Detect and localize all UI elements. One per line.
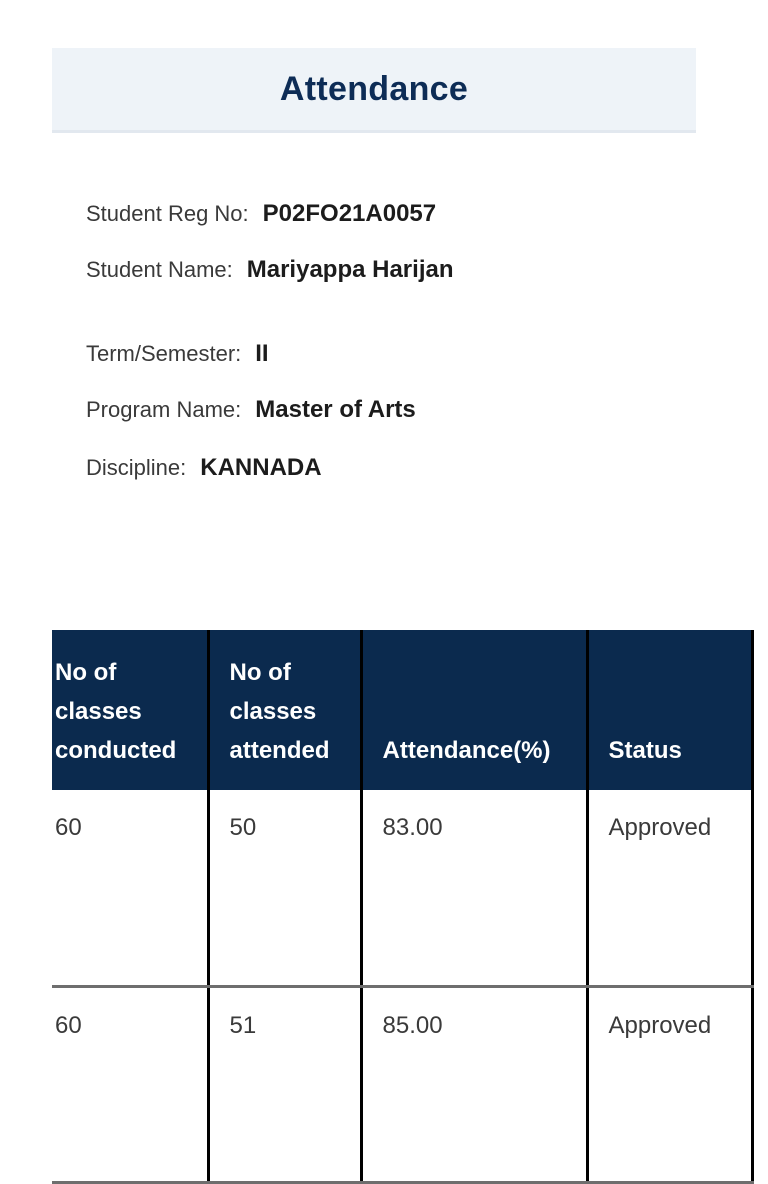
cell-percent: 83.00 <box>361 790 587 986</box>
program-label: Program Name: <box>86 397 242 422</box>
page-header <box>52 48 696 133</box>
table-header-row <box>52 630 752 790</box>
header-status: Status <box>587 630 752 790</box>
discipline-row <box>86 454 322 482</box>
attendance-table <box>52 630 754 1184</box>
header-classes-attended: No of classes attended <box>208 630 361 790</box>
table-row <box>52 790 752 986</box>
cell-attended: 50 <box>208 790 361 986</box>
attendance-table-container[interactable] <box>52 630 712 1039</box>
cell-conducted: 60 <box>52 790 208 986</box>
reg-no-label: Student Reg No: <box>86 201 249 226</box>
program-value: Master of Arts <box>255 396 416 423</box>
discipline-value: KANNADA <box>200 454 322 481</box>
student-name-row <box>86 256 454 284</box>
term-value: II <box>255 340 269 367</box>
header-attendance-percent: Attendance(%) <box>361 630 587 790</box>
reg-no-row <box>86 200 436 228</box>
cell-status: Approved <box>587 986 752 1182</box>
cell-attended: 51 <box>208 986 361 1182</box>
page-title: Attendance <box>279 69 469 108</box>
header-classes-conducted: No of classes conducted <box>52 630 208 790</box>
student-name-value: Mariyappa Harijan <box>246 256 454 283</box>
student-name-label: Student Name: <box>86 257 233 282</box>
term-label: Term/Semester: <box>86 341 242 366</box>
table-row <box>52 986 752 1182</box>
discipline-label: Discipline: <box>86 455 187 480</box>
term-row <box>86 340 269 368</box>
cell-status: Approved <box>587 790 752 986</box>
program-row <box>86 396 416 424</box>
cell-percent: 85.00 <box>361 986 587 1182</box>
cell-conducted: 60 <box>52 986 208 1182</box>
reg-no-value: P02FO21A0057 <box>262 200 437 227</box>
